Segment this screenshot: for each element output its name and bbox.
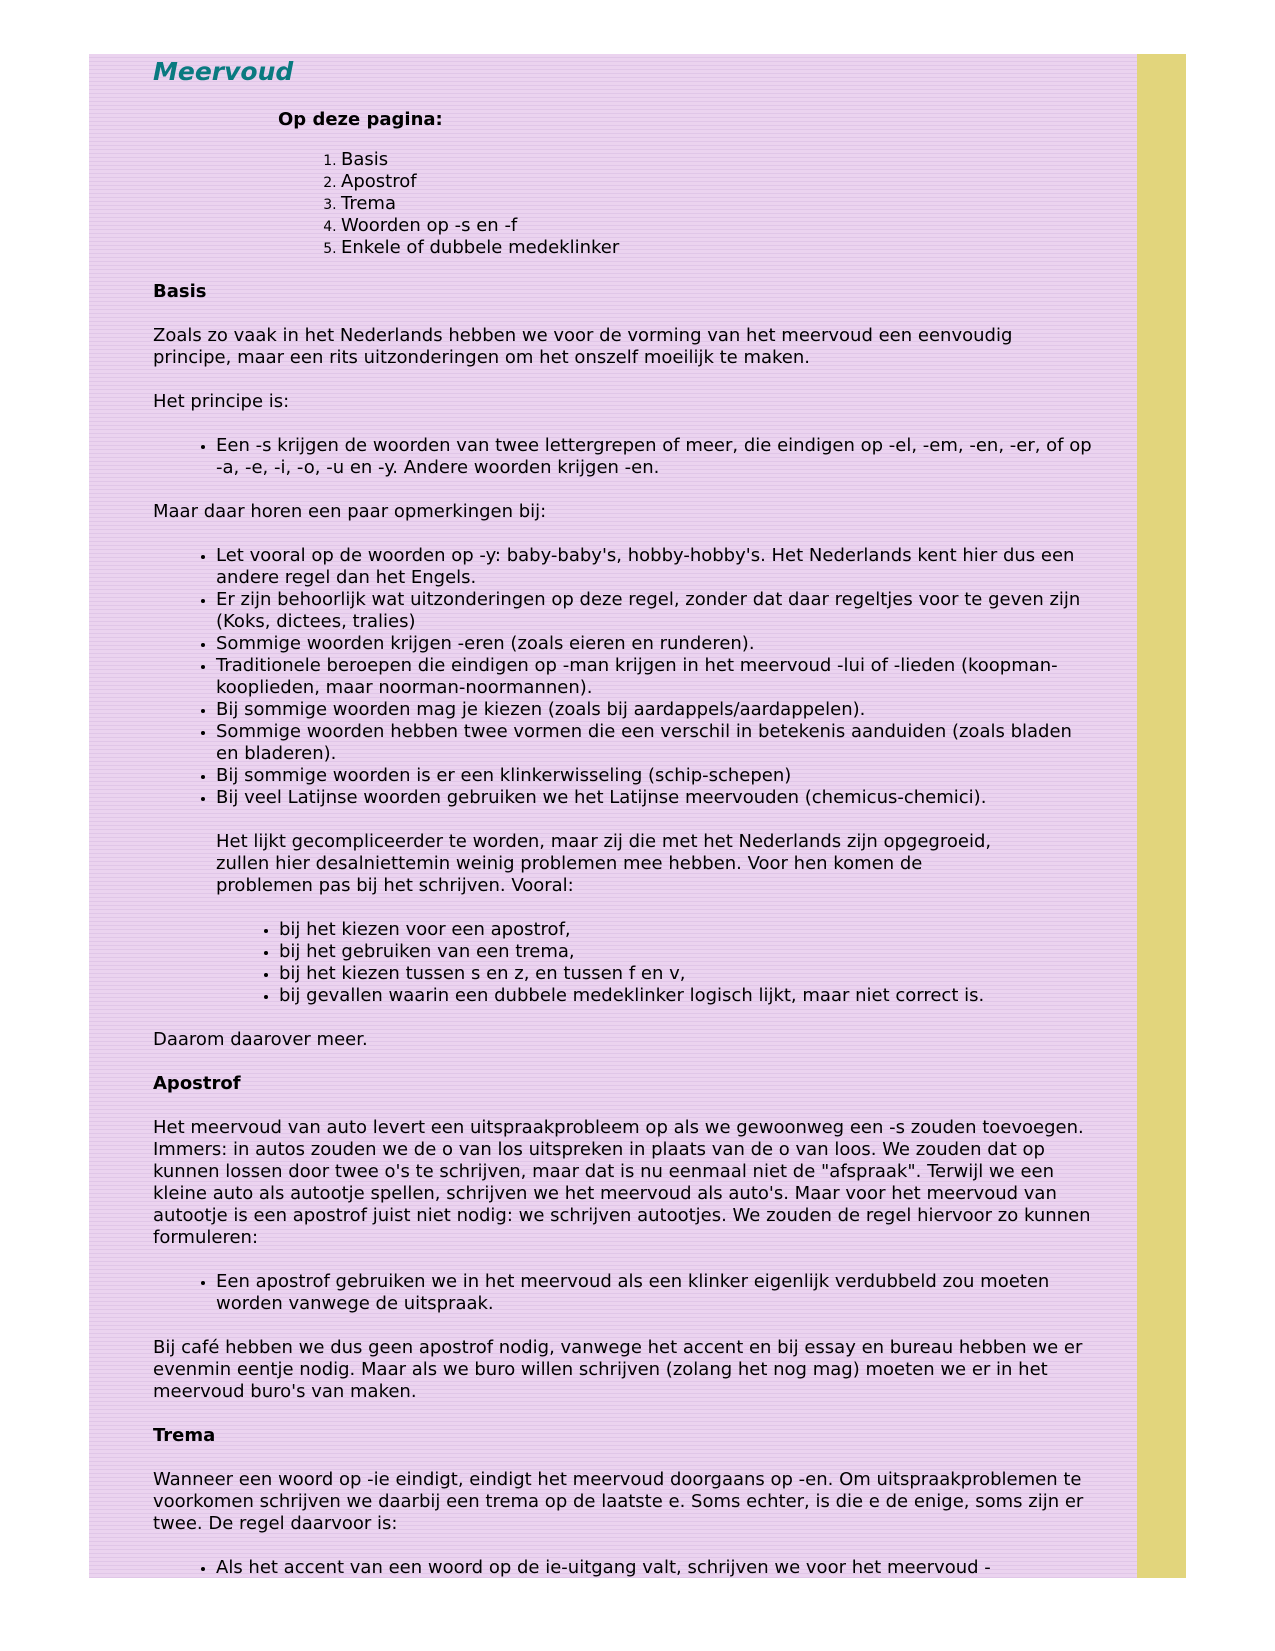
paragraph: Het principe is:	[153, 391, 290, 412]
paragraph: Maar daar horen een paar opmerkingen bij:	[153, 501, 547, 522]
paragraph: Daarom daarover meer.	[153, 1029, 368, 1050]
list-item: • bij het kiezen voor een apostrof,	[279, 919, 1019, 941]
section-heading-basis: Basis	[153, 281, 207, 302]
toc-heading: Op deze pagina:	[278, 109, 443, 130]
list-item: • Bij sommige woorden mag je kiezen (zoals bij aardappels/aardappelen).	[216, 699, 1093, 721]
list-item: • Bij sommige woorden is er een klinkerwisseling (schip-schepen)	[216, 765, 1093, 787]
section-heading-trema: Trema	[153, 1425, 216, 1446]
toc-item[interactable]: 4. Woorden op -s en -f	[341, 215, 1093, 237]
rule-list	[153, 435, 1093, 479]
paragraph: Bij café hebben we dus geen apostrof nodig, vanwege het accent en bij essay en bureau hebben we er evenmin eentje nodig. Maar als we buro willen schrijven (zolang het nog mag) moeten we er in het meervoud buro's van maken.	[153, 1337, 1083, 1402]
section-heading-apostrof: Apostrof	[153, 1073, 241, 1094]
rule-list	[153, 1271, 1093, 1315]
list-item: • Traditionele beroepen die eindigen op -man krijgen in het meervoud -lui of -lieden (koopman-kooplieden, maar noorman-noormannen).	[216, 655, 1093, 699]
toc-list	[278, 149, 1093, 259]
sidebar-strip	[1137, 54, 1186, 1578]
problems-list	[216, 919, 1019, 1007]
paragraph: Zoals zo vaak in het Nederlands hebben we voor de vorming van het meervoud een eenvoudig principe, maar een rits uitzonderingen om het onszelf moeilijk te maken.	[153, 325, 1013, 368]
list-item: • Let vooral op de woorden op -y: baby-baby's, hobby-hobby's. Het Nederlands kent hier dus een andere regel dan het Engels.	[216, 545, 1093, 589]
list-item: • Er zijn behoorlijk wat uitzonderingen op deze regel, zonder dat daar regeltjes voor te geven zijn (Koks, dictees, tralies)	[216, 589, 1093, 633]
rule-list	[153, 1557, 1093, 1578]
list-item: • Sommige woorden krijgen -eren (zoals eieren en runderen).	[216, 633, 1093, 655]
paragraph: Het meervoud van auto levert een uitspraakprobleem op als we gewoonweg een -s zouden toevoegen. Immers: in autos zouden we de o van los uitspreken in plaats van de o van loos. We zouden dat op kunnen lossen door twee o's te schrijven, maar dat is nu eenmaal niet de "afspraak". Terwijl we een kleine auto als autootje spellen, schrijven we het meervoud als auto's. Maar voor het meervoud van autootje is een apostrof juist niet nodig: we schrijven autootjes. We zouden de regel hiervoor zo kunnen formuleren:	[153, 1117, 1091, 1248]
list-item: • bij het gebruiken van een trema,	[279, 941, 1019, 963]
list-item: • bij gevallen waarin een dubbele medeklinker logisch lijkt, maar niet correct is.	[279, 985, 1019, 1007]
page-content-wrap	[89, 54, 1137, 1578]
toc-item[interactable]: 2. Apostrof	[341, 171, 1093, 193]
list-item: • Als het accent van een woord op de ie-uitgang valt, schrijven we voor het meervoud -	[216, 1557, 1093, 1578]
list-item: • Sommige woorden hebben twee vormen die een verschil in betekenis aanduiden (zoals bladen en bladeren).	[216, 721, 1093, 765]
toc-item[interactable]: 1. Basis	[341, 149, 1093, 171]
article	[153, 54, 1093, 1578]
list-item: • Bij veel Latijnse woorden gebruiken we het Latijnse meervouden (chemicus-chemici).	[216, 787, 1093, 809]
note-paragraph: Het lijkt gecompliceerder te worden, maar zij die met het Nederlands zijn opgegroeid, zullen hier desalniettemin weinig problemen mee hebben. Voor hen komen de problemen pas bij het schrijven. Vooral:	[216, 831, 992, 896]
list-item: • Een -s krijgen de woorden van twee lettergrepen of meer, die eindigen op -el, -em, -en, -er, of op -a, -e, -i, -o, -u en -y. Andere woorden krijgen -en.	[216, 435, 1093, 479]
paragraph: Wanneer een woord op -ie eindigt, eindigt het meervoud doorgaans op -en. Om uitspraakproblemen te voorkomen schrijven we daarbij een trema op de laatste e. Soms echter, is die e de enige, soms zijn er twee. De regel daarvoor is:	[153, 1469, 1084, 1534]
toc-item[interactable]: 5. Enkele of dubbele medeklinker	[341, 237, 1093, 259]
remarks-list	[153, 545, 1093, 809]
page-title: Meervoud	[153, 57, 294, 86]
list-item: • Een apostrof gebruiken we in het meervoud als een klinker eigenlijk verdubbeld zou moeten worden vanwege de uitspraak.	[216, 1271, 1093, 1315]
toc-item[interactable]: 3. Trema	[341, 193, 1093, 215]
list-item: • bij het kiezen tussen s en z, en tussen f en v,	[279, 963, 1019, 985]
